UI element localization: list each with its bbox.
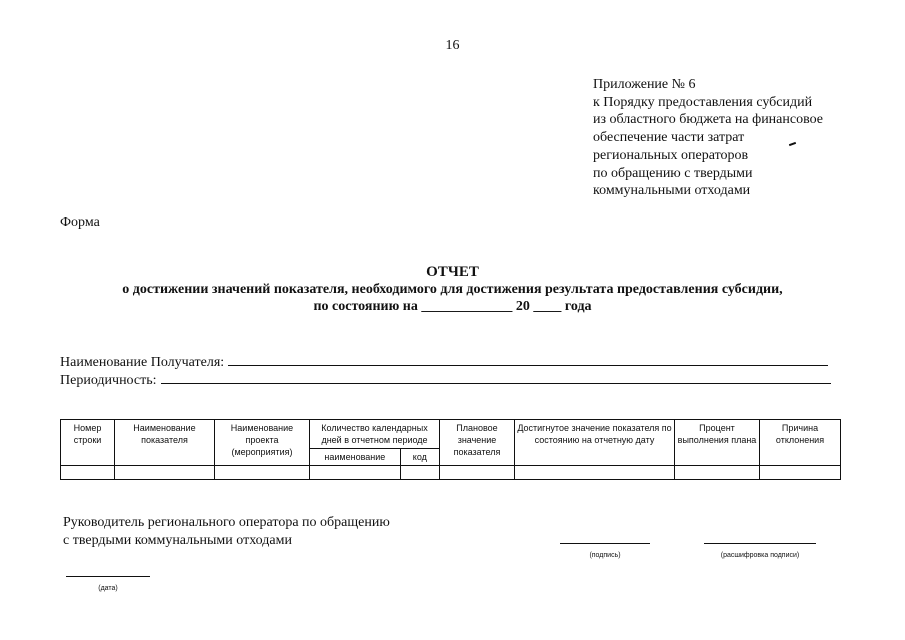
appendix-line: обеспечение части затрат	[593, 130, 745, 146]
periodicity-label: Периодичность:	[60, 373, 157, 388]
appendix-line: по обращению с твердыми	[593, 165, 753, 181]
periodicity-field	[60, 370, 831, 389]
header-achieved-value: Достигнутое значение показателя по состоянию на отчетную дату	[515, 420, 675, 466]
table-cell[interactable]	[115, 466, 215, 480]
signature-decryption-caption: (расшифровка подписи)	[720, 552, 800, 559]
header-calendar-days-code: код	[400, 449, 439, 466]
appendix-line: региональных операторов	[593, 147, 749, 163]
table-cell[interactable]	[61, 466, 115, 480]
appendix-line: из областного бюджета на финансовое	[593, 112, 823, 128]
table-cell[interactable]	[310, 466, 401, 480]
report-table	[60, 419, 841, 480]
signature-line[interactable]	[560, 543, 650, 544]
header-calendar-days: Количество календарных дней в отчетном периоде	[310, 420, 440, 449]
head-title-line: с твердыми коммунальными отходами	[63, 533, 292, 548]
table-cell[interactable]	[515, 466, 675, 480]
recipient-label: Наименование Получателя:	[60, 355, 225, 370]
header-deviation-reason: Причина отклонения	[760, 420, 841, 466]
table-cell[interactable]	[215, 466, 310, 480]
head-title-line: Руководитель регионального оператора по обращению	[63, 515, 390, 530]
form-label: Форма	[60, 215, 100, 230]
periodicity-blank	[161, 370, 831, 384]
recipient-blank	[228, 352, 828, 366]
header-percent-done: Процент выполнения плана	[675, 420, 760, 466]
table-row	[61, 466, 841, 480]
header-planned-value: Плановое значение показателя	[440, 420, 515, 466]
recipient-field	[60, 352, 828, 371]
date-line[interactable]	[66, 576, 150, 577]
report-title-subtitle: о достижении значений показателя, необходимого для достижения результата предоставления субсидии,	[122, 282, 783, 297]
table-cell[interactable]	[675, 466, 760, 480]
date-caption: (дата)	[98, 585, 118, 592]
appendix-reference	[593, 76, 823, 200]
report-title	[0, 264, 905, 315]
appendix-line: коммунальными отходами	[593, 183, 751, 199]
report-title-main: ОТЧЕТ	[426, 264, 479, 280]
head-signature-block	[63, 514, 390, 550]
page-number: 16	[445, 38, 460, 53]
header-project-name: Наименование проекта (мероприятия)	[215, 420, 310, 466]
header-calendar-days-name: наименование	[310, 449, 401, 466]
table-cell[interactable]	[400, 466, 439, 480]
table-cell[interactable]	[760, 466, 841, 480]
header-indicator-name: Наименование показателя	[115, 420, 215, 466]
report-title-date: по состоянию на _____________ 20 ____ года	[313, 299, 592, 314]
table-cell[interactable]	[440, 466, 515, 480]
signature-caption: (подпись)	[589, 552, 621, 559]
appendix-line: Приложение № 6	[593, 77, 696, 92]
appendix-line: к Порядку предоставления субсидий	[593, 94, 813, 110]
signature-decryption-line[interactable]	[704, 543, 816, 544]
header-row-number: Номер строки	[61, 420, 115, 466]
